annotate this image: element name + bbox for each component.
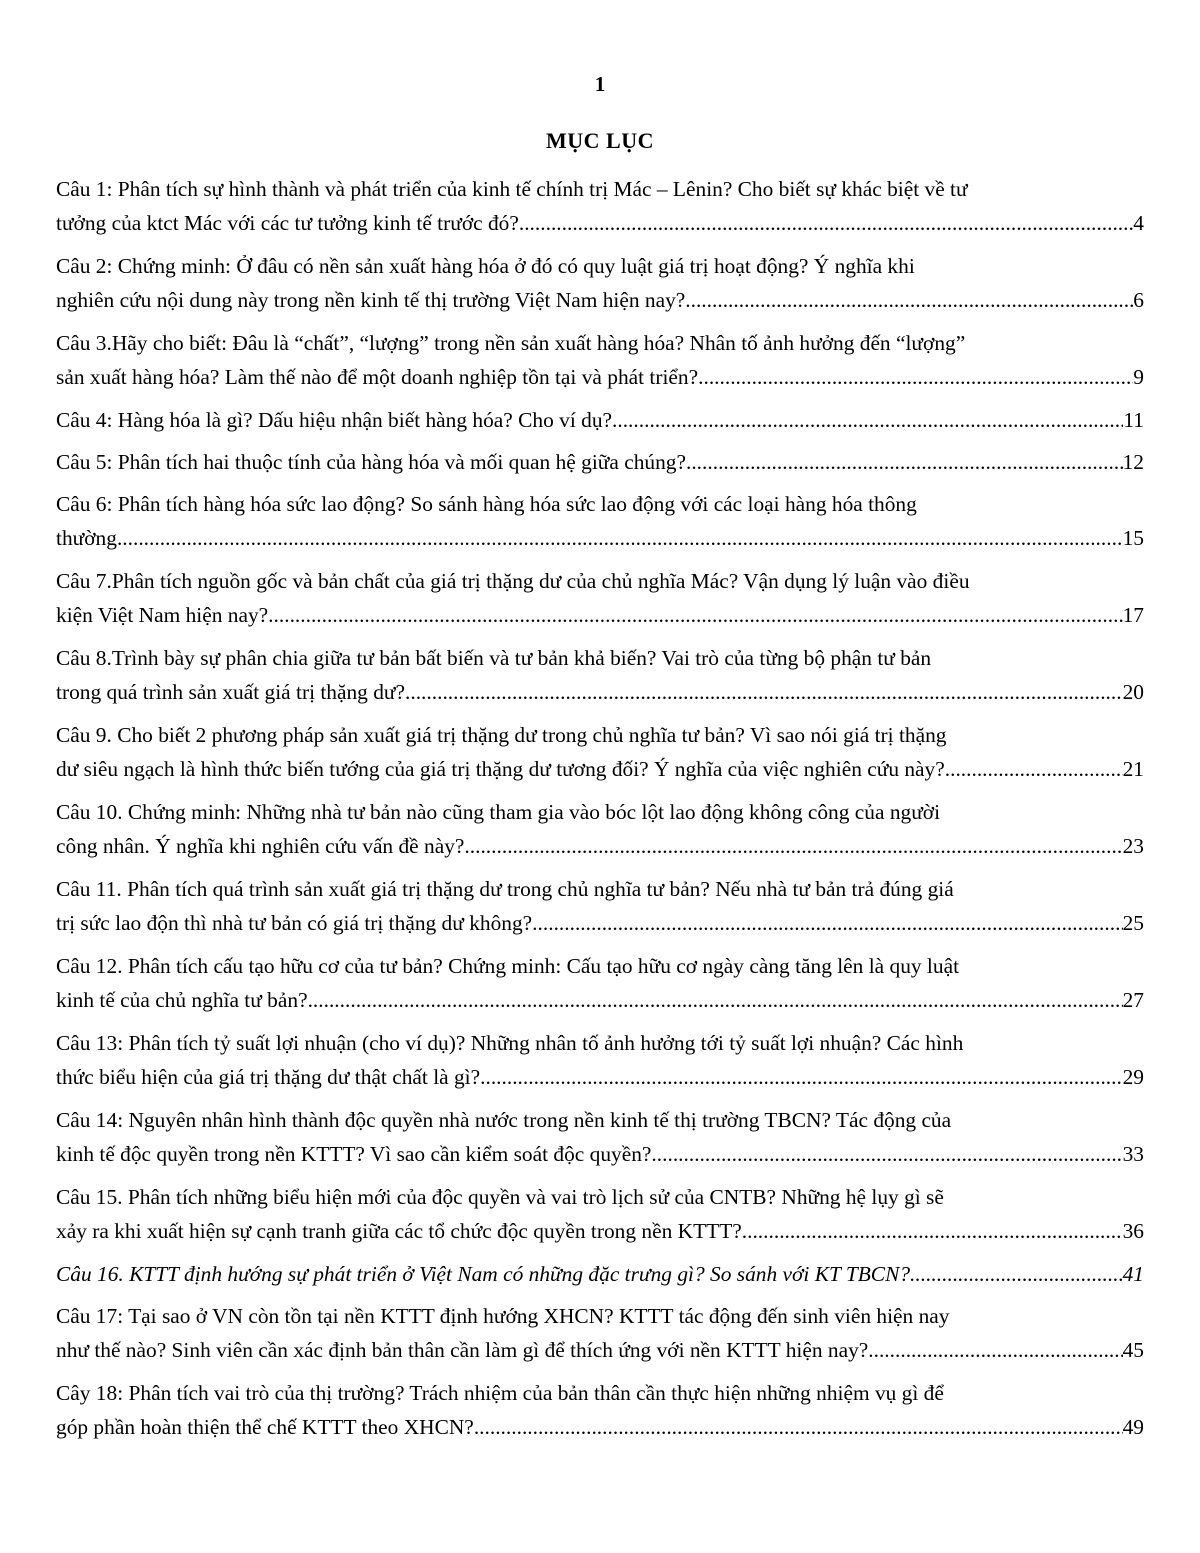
toc-entry-text-line: xảy ra khi xuất hiện sự cạnh tranh giữa các tổ chức độc quyền trong nền KTTT? (56, 1219, 742, 1243)
toc-page-number[interactable]: 23 (1122, 834, 1144, 858)
toc-entry-text-line: Câu 15. Phân tích những biểu hiện mới của độc quyền và vai trò lịch sử của CNTB? Những hệ lụy gì sẽ (56, 1185, 944, 1209)
toc-entry-text-line: Câu 2: Chứng minh: Ở đâu có nền sản xuất hàng hóa ở đó có quy luật giá trị hoạt động? Ý nghĩa khi (56, 254, 915, 278)
toc-entry-last-line (56, 1410, 1144, 1444)
toc-entry[interactable] (56, 1376, 1144, 1444)
toc-page-number[interactable]: 33 (1122, 1142, 1144, 1166)
toc-entry[interactable] (56, 795, 1144, 863)
toc-page-number[interactable]: 11 (1123, 408, 1144, 432)
toc-entry-text-line: nghiên cứu nội dung này trong nền kinh tế thị trường Việt Nam hiện nay? (56, 288, 686, 312)
toc-entry-text-line: sản xuất hàng hóa? Làm thế nào để một doanh nghiệp tồn tại và phát triển? (56, 365, 699, 389)
toc-entry-last-line (56, 1137, 1144, 1171)
toc-entry[interactable] (56, 445, 1144, 479)
toc-entry-text-line: Câu 9. Cho biết 2 phương pháp sản xuất giá trị thặng dư trong chủ nghĩa tư bản? Vì sao nói giá trị thặng (56, 723, 947, 747)
toc-entry-text-line: Câu 12. Phân tích cấu tạo hữu cơ của tư bản? Chứng minh: Cấu tạo hữu cơ ngày càng tăng lên là quy luật (56, 954, 960, 978)
toc-entry-text-line: Câu 14: Nguyên nhân hình thành độc quyền nhà nước trong nền kinh tế thị trường TBCN? Tác động của (56, 1108, 952, 1132)
toc-page-number[interactable]: 41 (1122, 1262, 1144, 1286)
dot-leader (519, 206, 1133, 240)
dot-leader (117, 521, 1123, 555)
toc-entry[interactable] (56, 1299, 1144, 1367)
toc-entry-text-line: Câu 10. Chứng minh: Những nhà tư bản nào cũng tham gia vào bóc lột lao động không công của người (56, 800, 941, 824)
toc-page-number[interactable]: 45 (1122, 1338, 1144, 1362)
toc-entry[interactable] (56, 1103, 1144, 1171)
toc-entry-text-line: Câu 5: Phân tích hai thuộc tính của hàng hóa và mối quan hệ giữa chúng? (56, 450, 686, 474)
toc-entry[interactable] (56, 564, 1144, 632)
toc-page-number[interactable]: 15 (1122, 526, 1144, 550)
toc-entry-last-line (56, 521, 1144, 555)
table-of-contents (56, 172, 1144, 1453)
toc-entry-last-line (56, 1060, 1144, 1094)
dot-leader (686, 445, 1123, 479)
toc-entry-last-line (56, 829, 1144, 863)
toc-entry-last-line (56, 675, 1144, 709)
toc-page-number[interactable]: 36 (1122, 1219, 1144, 1243)
dot-leader (950, 752, 1123, 786)
toc-page-number[interactable]: 49 (1122, 1415, 1144, 1439)
toc-entry[interactable] (56, 1257, 1144, 1291)
dot-leader (268, 598, 1122, 632)
toc-entry-last-line (56, 752, 1144, 786)
toc-entry[interactable] (56, 403, 1144, 437)
toc-entry-text-line: kinh tế của chủ nghĩa tư bản? (56, 988, 308, 1012)
dot-leader (651, 1137, 1122, 1171)
page-number: 1 (594, 72, 606, 96)
toc-entry-text-line: kinh tế độc quyền trong nền KTTT? Vì sao cần kiểm soát độc quyền? (56, 1142, 652, 1166)
toc-page-number[interactable]: 4 (1133, 211, 1144, 235)
toc-entry-text-line: Câu 3.Hãy cho biết: Đâu là “chất”, “lượng” trong nền sản xuất hàng hóa? Nhân tố ảnh hưởng đến “lượng” (56, 331, 966, 355)
toc-entry-text-line: Câu 13: Phân tích tỷ suất lợi nhuận (cho ví dụ)? Những nhân tố ảnh hưởng tới tỷ suất lợi nhuận? Các hình (56, 1031, 964, 1055)
dot-leader (464, 829, 1122, 863)
toc-entry-text-line: trị sức lao độn thì nhà tư bản có giá trị thặng dư không? (56, 911, 533, 935)
toc-page-number[interactable]: 21 (1122, 757, 1144, 781)
toc-entry-text-line: Cây 18: Phân tích vai trò của thị trường? Trách nhiệm của bản thân cần thực hiện những nhiệm vụ gì để (56, 1381, 944, 1405)
toc-entry-text-line: Câu 8.Trình bày sự phân chia giữa tư bản bất biến và tư bản khả biến? Vai trò của từng bộ phận tư bản (56, 646, 932, 670)
dot-leader (612, 403, 1123, 437)
toc-entry[interactable] (56, 949, 1144, 1017)
dot-leader (308, 983, 1123, 1017)
toc-page-number[interactable]: 12 (1122, 450, 1144, 474)
toc-entry-last-line (56, 403, 1144, 437)
toc-page-number[interactable]: 9 (1133, 365, 1144, 389)
toc-entry-text-line: Câu 6: Phân tích hàng hóa sức lao động? So sánh hàng hóa sức lao động với các loại hàng hóa thông (56, 492, 917, 516)
toc-entry[interactable] (56, 487, 1144, 555)
toc-entry-last-line (56, 283, 1144, 317)
toc-entry[interactable] (56, 172, 1144, 240)
dot-leader (910, 1257, 1123, 1291)
toc-entry-last-line (56, 206, 1144, 240)
toc-entry-text-line: thường (56, 526, 117, 550)
toc-page-number[interactable]: 6 (1133, 288, 1144, 312)
toc-entry-text-line: dư siêu ngạch là hình thức biến tướng của giá trị thặng dư tương đối? Ý nghĩa của việc nghiên cứu này?. (56, 757, 951, 781)
toc-entry[interactable] (56, 1180, 1144, 1248)
toc-entry-text-line: góp phần hoàn thiện thể chế KTTT theo XHCN? (56, 1415, 474, 1439)
toc-entry[interactable] (56, 641, 1144, 709)
toc-entry-text-line: như thế nào? Sinh viên cần xác định bản thân cần làm gì để thích ứng với nền KTTT hiện nay? (56, 1338, 869, 1362)
toc-entry-text-line: tưởng của ktct Mác với các tư tưởng kinh tế trước đó? (56, 211, 519, 235)
toc-entry[interactable] (56, 326, 1144, 394)
toc-entry-text-line: Câu 1: Phân tích sự hình thành và phát triển của kinh tế chính trị Mác – Lênin? Cho biết sự khác biệt về tư (56, 177, 968, 201)
toc-entry-last-line (56, 360, 1144, 394)
toc-entry-text-line: trong quá trình sản xuất giá trị thặng dư? (56, 680, 406, 704)
dot-leader (742, 1214, 1123, 1248)
toc-entry-last-line (56, 1214, 1144, 1248)
toc-entry[interactable] (56, 249, 1144, 317)
toc-entry-text-line: thức biểu hiện của giá trị thặng dư thật chất là gì? (56, 1065, 481, 1089)
dot-leader (698, 360, 1133, 394)
toc-page-number[interactable]: 27 (1122, 988, 1144, 1012)
toc-entry-text-line: công nhân. Ý nghĩa khi nghiên cứu vấn đề này? (56, 834, 465, 858)
toc-entry-last-line (56, 598, 1144, 632)
dot-leader (868, 1333, 1122, 1367)
toc-entry-text-line: kiện Việt Nam hiện nay? (56, 603, 269, 627)
toc-entry-last-line (56, 1257, 1144, 1291)
toc-page-number[interactable]: 20 (1122, 680, 1144, 704)
toc-entry[interactable] (56, 1026, 1144, 1094)
toc-entry-last-line (56, 983, 1144, 1017)
toc-entry-text-line: Câu 16. KTTT định hướng sự phát triển ở Việt Nam có những đặc trưng gì? So sánh với KT TBCN? (56, 1262, 911, 1286)
dot-leader (405, 675, 1123, 709)
toc-entry-text-line: Câu 7.Phân tích nguồn gốc và bản chất của giá trị thặng dư của chủ nghĩa Mác? Vận dụng lý luận vào điều (56, 569, 970, 593)
toc-title: MỤC LỤC (546, 128, 654, 153)
toc-entry-last-line (56, 445, 1144, 479)
toc-entry[interactable] (56, 872, 1144, 940)
dot-leader (474, 1410, 1123, 1444)
toc-entry[interactable] (56, 718, 1144, 786)
dot-leader (480, 1060, 1122, 1094)
toc-page-number[interactable]: 29 (1122, 1065, 1144, 1089)
toc-entry-text-line: Câu 17: Tại sao ở VN còn tồn tại nền KTTT định hướng XHCN? KTTT tác động đến sinh viên hiện nay (56, 1304, 950, 1328)
toc-entry-last-line (56, 1333, 1144, 1367)
toc-page-number[interactable]: 25 (1122, 911, 1144, 935)
dot-leader (685, 283, 1133, 317)
dot-leader (532, 906, 1122, 940)
toc-entry-text-line: Câu 11. Phân tích quá trình sản xuất giá trị thặng dư trong chủ nghĩa tư bản? Nếu nhà tư bản trả đúng giá (56, 877, 954, 901)
toc-entry-text-line: Câu 4: Hàng hóa là gì? Dấu hiệu nhận biết hàng hóa? Cho ví dụ? (56, 408, 613, 432)
toc-page-number[interactable]: 17 (1122, 603, 1144, 627)
toc-entry-last-line (56, 906, 1144, 940)
